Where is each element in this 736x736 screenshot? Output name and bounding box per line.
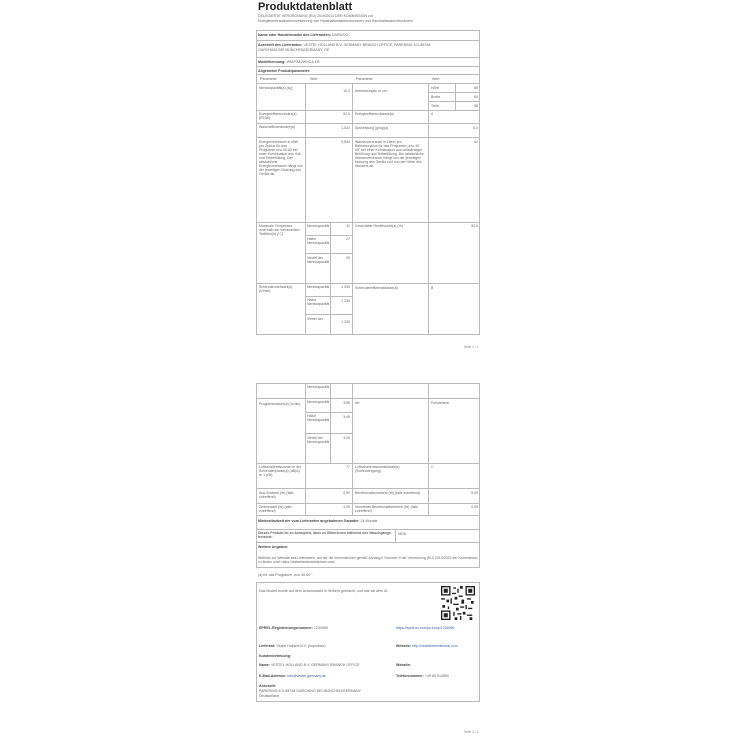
general-params-label: Allgemeine Produktparameter: <box>258 69 311 73</box>
duration-quarter-value: 3:00 <box>343 436 350 440</box>
eprel-label: EPREL-Registrierungsnummer: <box>259 626 313 630</box>
rated-capacity-label: Nennkapazität(a) (kg) <box>259 86 293 90</box>
email-label: E-Mail-Adresse: <box>259 674 287 678</box>
max-temp-rated-label: Nennkapazität <box>307 224 329 228</box>
col-value-header-2: Wert <box>432 77 440 81</box>
max-temp-label: Maximale Temperatur innerhalb der behandelten Textilien(a) (°C) <box>259 224 300 236</box>
phone-number: +49 89 912890 <box>424 674 449 678</box>
website-link[interactable]: http://vestelinternational.com <box>411 644 458 648</box>
document-title: Produktdatenblatt <box>258 1 353 13</box>
dim-width-label: Breite <box>431 95 441 99</box>
warranty-label: Mindestlaufzeit der vom Lieferanten angebotenen Garantie: <box>258 519 360 523</box>
contact-address: PARKRING 6 D-85748 GARCHING BEI MÜNCHEN/GERMANY <box>259 689 361 693</box>
address-label: Anschrift des Lieferanten: <box>258 43 303 47</box>
contact-name: VESTEL HOLLAND B.V. GERMANY BRANCH OFFICE <box>271 663 360 667</box>
delay-start-value: 4,00 <box>343 505 350 509</box>
dim-width-value: 60 <box>474 95 478 99</box>
col-param-header: Parameter <box>260 77 277 81</box>
rinsing-value: 5,0 <box>473 126 478 130</box>
dim-depth-value: 58 <box>474 104 478 108</box>
customer-service-label: Kundenbetreuung: <box>259 654 292 658</box>
spin-speed-label: Schleuderdrehzahl(a) (U/min) <box>259 285 293 293</box>
networked-standby-label: Vernetzter Bereitschaftsbetrieb (W) (falls zutreffend) <box>355 505 418 513</box>
eei-label: Energieeffizienzindex(a) (EEIW) <box>259 112 297 120</box>
model-id: WM-F8A2WHCA-DE <box>286 60 320 64</box>
energy-class-label: Energieeffizienzklasse(a) <box>355 112 395 116</box>
off-mode-label: Aus-Zustand (W) (falls zutreffend) <box>259 491 294 499</box>
dim-height-value: 85 <box>474 86 478 90</box>
qr-code-icon <box>441 586 475 620</box>
duration-rated-value: 3:59 <box>343 401 350 405</box>
residual-moisture-label: Gewichtete Restfeuchte(a) (%) <box>355 224 403 228</box>
duration-quarter-label: Viertel der Nennkapazität <box>307 436 329 444</box>
duration-rated-label: Nennkapazität <box>307 400 329 404</box>
supplier-address-2: GARCHING BEI MÜNCHEN/GERMANY, DE <box>258 48 330 52</box>
dim-depth-label: Tiefe <box>431 104 439 108</box>
model-label: Modellkennung: <box>258 60 286 64</box>
dimensions-label: Abmessungen in cm <box>355 89 387 93</box>
intro-line-2: Energieverbrauchskennzeichnung von Haushaltswaschmaschinen und Haushaltswaschtrocknern <box>258 19 413 23</box>
supplier-address: VESTEL HOLLAND B.V. GERMANY BRANCH OFFICE, PARKRING 6 D-85748 <box>303 43 431 47</box>
spin-rated-value: 1 330 <box>341 285 350 289</box>
dim-height-label: Höhe <box>431 86 440 90</box>
supplier-mark: DAEWOO <box>331 33 349 37</box>
wash-efficiency-value: 1,031 <box>341 126 350 130</box>
max-temp-half-value: 27 <box>346 237 350 241</box>
col-param-header-2: Parameter <box>356 77 373 81</box>
warranty-value: 24 Monate <box>360 519 378 523</box>
type-label: Art <box>355 401 360 405</box>
spin-rated-label: Nennkapazität <box>307 285 329 289</box>
rinsing-label: Spülleistung (g/kg)(a) <box>355 126 389 130</box>
residual-moisture-value: 53,9 <box>471 224 478 228</box>
noise-label: Luftschallemissionen in der Schleuderphase(a) (dB(A) re 1 pW) <box>259 465 302 477</box>
type-value: Freistehend <box>431 401 450 405</box>
spin-class-value: B <box>431 286 434 290</box>
website-label-2: Website: <box>396 663 411 667</box>
supplier-mark-label: Name oder Handelsmarke des Lieferanten: <box>258 33 331 37</box>
standby-value: 5,00 <box>471 491 478 495</box>
email-link[interactable]: info@vestel-germany.de <box>287 674 326 678</box>
spin-quarter-label-cont: Nennkapazität <box>307 385 329 389</box>
max-temp-rated-value: 41 <box>346 224 350 228</box>
spin-half-label: Halbe Nennkapazität <box>307 298 329 306</box>
name-label: Name: <box>259 663 270 667</box>
supplier-label: Lieferant: <box>259 644 276 648</box>
silver-ions-label: Dieses Produkt ist so konzipiert, dass es Silberionen während des Waschgangs freisetzt: <box>258 531 391 539</box>
further-info-text: Weblink zur Website des Lieferanten, auf der die Informationen gemäß Anhang II Nummer 9 der Verordnung (EU) 2019/2023 der Kommission zu finden sind: https://datasheetmarketplace.com/ <box>258 556 478 564</box>
water-consumption-label: Wasserverbrauch in Litern pro Betriebszyklus für das Programm „eco 40-60" bei einer Kombination aus vollständiger Befüllung und Teilbefüllung. Der tatsächliche Wasserverbrauch hängt von der jeweiligen Nutzung des Geräts und von der Härte des Wassers ab. <box>355 140 424 168</box>
delay-start-label: Zeitvorwahl (W) (falls zutreffend) <box>259 505 292 513</box>
address-label-2: Anschrift: <box>259 684 276 688</box>
contact-country: Deutschland <box>259 694 279 698</box>
page-number-1: Seite 1 / 2 <box>464 345 479 349</box>
phone-label: Telefonnummer: <box>396 674 424 678</box>
page-number-2: Seite 2 / 2 <box>464 730 479 734</box>
noise-value: 77 <box>346 465 350 469</box>
footnote: (a) für das Programm „eco 40-60". <box>258 573 313 577</box>
water-consumption-value: 52 <box>474 140 478 144</box>
off-mode-value: 0,50 <box>343 491 350 495</box>
spin-class-label: Schleudereffizienzklasse(a) <box>355 286 398 290</box>
max-temp-quarter-value: 25 <box>346 256 350 260</box>
spin-quarter-label: Viertel der <box>307 317 323 321</box>
energy-consumption-label: Energieverbrauch in kWh pro Zyklus für das Programm eco 40-60 bei einer Kombination aus Voll- und Teilbefüllung. Der tatsächliche Energieverbrauch hängt von der jeweiligen Nutzung des Geräts ab. <box>259 140 303 176</box>
website-label: Website: <box>396 644 411 648</box>
col-value-header: Wert <box>310 77 318 81</box>
market-note: Das Modell wurde auf dem Unionsmarkt in Verkehr gebracht, und war ab dem 01 <box>259 589 388 593</box>
program-duration-label: Programmdauer(a) (h:min) <box>259 402 301 406</box>
eprel-link[interactable]: https://eprel.ec.europa.eu/qr/1234969 <box>396 626 455 630</box>
duration-half-label: Halbe Nennkapazität <box>307 414 329 422</box>
rated-capacity-value: 10,0 <box>343 89 350 93</box>
eprel-number: 1234969 <box>313 626 328 630</box>
energy-consumption-value: 0,544 <box>341 140 350 144</box>
noise-class-value: C <box>431 465 434 469</box>
standby-label: Bereitschaftszustand (W) (falls zutreffend) <box>355 491 421 495</box>
intro-line-1: DELEGIERTE VERORDNUNG (EU) 2019/2014 DER KOMMISSION zur <box>258 14 373 18</box>
eei-value: 52,0 <box>343 112 350 116</box>
energy-class-value: A <box>431 112 434 116</box>
max-temp-quarter-label: Viertel der Nennkapazität <box>307 256 329 264</box>
supplier-name: Vestel Holland B.V. (Importeur) <box>276 644 326 648</box>
noise-class-label: Luftschallemissionsklasse(a) (Schleudergang) <box>355 465 400 473</box>
spin-half-value: 1 330 <box>341 299 350 303</box>
further-info-label: Weitere Angaben: <box>258 545 289 549</box>
duration-half-value: 3:49 <box>343 415 350 419</box>
silver-ions-value: NEIN <box>398 532 407 536</box>
max-temp-half-label: Halbe Nennkapazität <box>307 237 329 245</box>
wash-efficiency-label: Wascheffizienzindex(a) <box>259 125 295 129</box>
networked-standby-value: 0,90 <box>471 505 478 509</box>
spin-quarter-value: 1 330 <box>341 320 350 324</box>
